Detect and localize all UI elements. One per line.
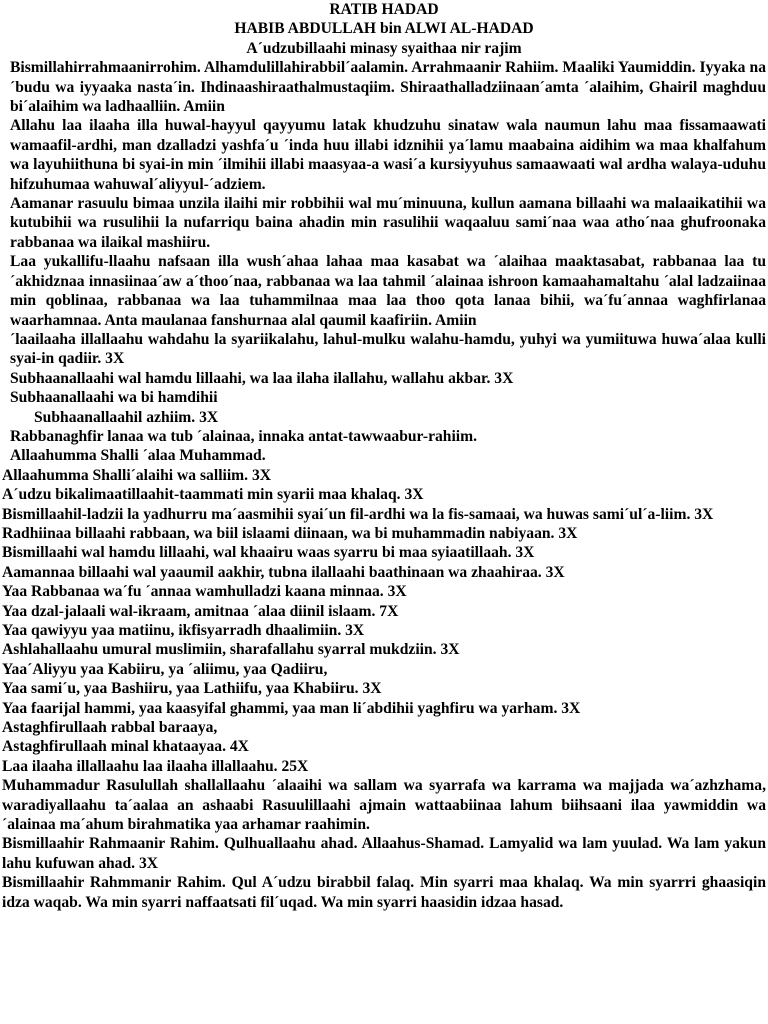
text-line: A´udzu bikalimaatillaahit-taammati min syarii maa khalaq. 3X [2, 486, 424, 504]
text-line: Aamannaa billaahi wal yaaumil aakhir, tubna ilallaahi baathinaan wa zhaahiraa. 3X [2, 563, 565, 581]
text-line: Yaa faarijal hammi, yaa kaasyifal ghammi, yaa man li´abdihii yaghfiru wa yarham. 3X [2, 699, 581, 717]
text-line: Yaa sami´u, yaa Bashiiru, yaa Lathiifu, yaa Khabiiru. 3X [2, 680, 382, 698]
text-paragraph: Bismillaahir Rahmmanir Rahim. Qul A´udzu birabbil falaq. Min syarri maa khalaq. Wa min syarrri ghaasiqin idza waqab. Wa min syarri naffaatsati fil´uqad. Wa min syarri haasidin idzaa hasad. [2, 874, 766, 911]
text-line: Bismillaahi wal hamdu lillaahi, wal khaairu waas syarru bi maa syiaatillaah. 3X [2, 544, 535, 562]
opening-line: A´udzubillaahi minasy syaithaa nir rajim [246, 39, 522, 57]
text-paragraph: Muhammadur Rasulullah shallallaahu ´alaaihi wa sallam wa syarrafa wa karrama wa majjada wa´azhzhama, waradiyallaahu ta´aalaa an ashaabi Rasuulillaahi ajmain wattaabiinaa lahum biihsaani ilaa yawmiddin wa ´alainaa ma´ahum birahmatika yaa arhamar raahimin. [2, 777, 766, 834]
text-line: Allaahumma Shalli´alaihi wa salliim. 3X [2, 466, 272, 484]
text-line: Subhaanallaahi wa bi hamdihii [10, 389, 218, 407]
text-line: Laa ilaaha illallaahu laa ilaaha illallaahu. 25X [2, 757, 309, 775]
text-line: Ashlahallaahu umural muslimiin, sharafallahu syarral mukdziin. 3X [2, 641, 460, 659]
text-paragraph: Bismillaahil-ladzii la yadhurru ma´aasmihii syai´un fil-ardhi wa la fis-samaai, wa huwas sami´ul´a-liim. 3X [2, 505, 714, 523]
text-line: Astaghfirullaah rabbal baraaya, [2, 719, 218, 737]
text-line: Astaghfirullaah minal khataayaa. 4X [2, 738, 249, 756]
text-line: Yaa dzal-jalaali wal-ikraam, amitnaa ´alaa diinil islaam. 7X [2, 602, 399, 620]
document-title: RATIB HADAD [329, 1, 439, 18]
document-author: HABIB ABDULLAH bin ALWI AL-HADAD [234, 20, 534, 38]
paragraph-fatihah: Bismillahirrahmaanirrohim. Alhamdulillahirabbil´aalamin. Arrahmaanir Rahiim. Maaliki Yaumiddin. Iyyaka na´budu wa iyyaaka nasta´in. Ihdinaashiraathalmustaqiim. Shiraathalladziinaan´amta ´alaihim, Ghairil maghduu bi´alaihim wa ladhaalliin. Amiin [10, 59, 766, 116]
text-line: Subhaanallaahil azhiim. 3X [34, 408, 219, 426]
paragraph-amanar-rasul: Aamanar rasuulu bimaa unzila ilaihi mir robbihii wal mu´minuuna, kullun aamana billaahi wa malaaikatihii wa kutubihii wa rusulihii la nufarriqu baina ahadin min rasulihii waqaaluu sami´naa waa atho´naa ghufroonaka rabbanaa wa ilaikal mashiiru. [10, 195, 766, 251]
paragraph-tahlil: ´laailaaha illallaahu wahdahu la syariikalahu, lahul-mulku walahu-hamdu, yuhyi wa yumiituwa huwa´alaa kulli syai-in qadiir. 3X [10, 330, 766, 368]
text-line: Allaahumma Shalli ´alaa Muhammad. [10, 447, 266, 465]
text-line: Yaa´Aliyyu yaa Kabiiru, ya ´aliimu, yaa Qadiiru, [2, 660, 328, 678]
text-line: Rabbanaghfir lanaa wa tub ´alainaa, innaka antat-tawwaabur-rahiim. [10, 427, 478, 445]
text-paragraph: Bismillaahir Rahmaanir Rahim. Qulhuallaahu ahad. Allaahus-Shamad. Lamyalid wa lam yuulad. Wa lam yakun lahu kufuwan ahad. 3X [2, 835, 766, 872]
text-line: Yaa Rabbanaa wa´fu ´annaa wamhulladzi kaana minnaa. 3X [2, 583, 407, 601]
text-line: Subhaanallaahi wal hamdu lillaahi, wa laa ilaha ilallahu, wallahu akbar. 3X [10, 369, 514, 387]
paragraph-ayat-kursi: Allahu laa ilaaha illa huwal-hayyul qayyumu latak khudzuhu sinataw wala naumun lahu maa fissamaawati wamaafil-ardhi, man dzalladzi yashfa´u ´inda huu illabi idznihii ya´lamu maabaina aidihim wa maa khalfahum wa layuhiithuna bi syai-in min ´ilmihii illabi maasyaa-a wasi´a kursiyyuhus samaawaati wal ardha walaya-uduhu hifzuhumaa wahuwal´aliyyul-´adziem. [10, 117, 766, 193]
paragraph-la-yukallifu: Laa yukallifu-llaahu nafsaan illa wush´ahaa lahaa maa kasabat wa ´alaihaa maaktasabat, rabbanaa laa tu´akhidznaa innasiinaa´aw a´thoo´naa, rabbanaa wa laa tahmil ´alainaa ishroon kamaahamaltahu ´alal ladzaiinaa min qoblinaa, rabbanaa wa laa tuhammilnaa maa laa thoo qota lanaa bihii, wa´fu´annaa waghfirlanaa waarhamnaa. Anta maulanaa fanshurnaa alal qaumil kaafiriin. Amiin [10, 253, 766, 329]
text-line: Radhiinaa billaahi rabbaan, wa biil islaami diinaan, wa bi muhammadin nabiyaan. 3X [2, 524, 578, 542]
text-line: Yaa qawiyyu yaa matiinu, ikfisyarradh dhaalimiin. 3X [2, 622, 365, 639]
